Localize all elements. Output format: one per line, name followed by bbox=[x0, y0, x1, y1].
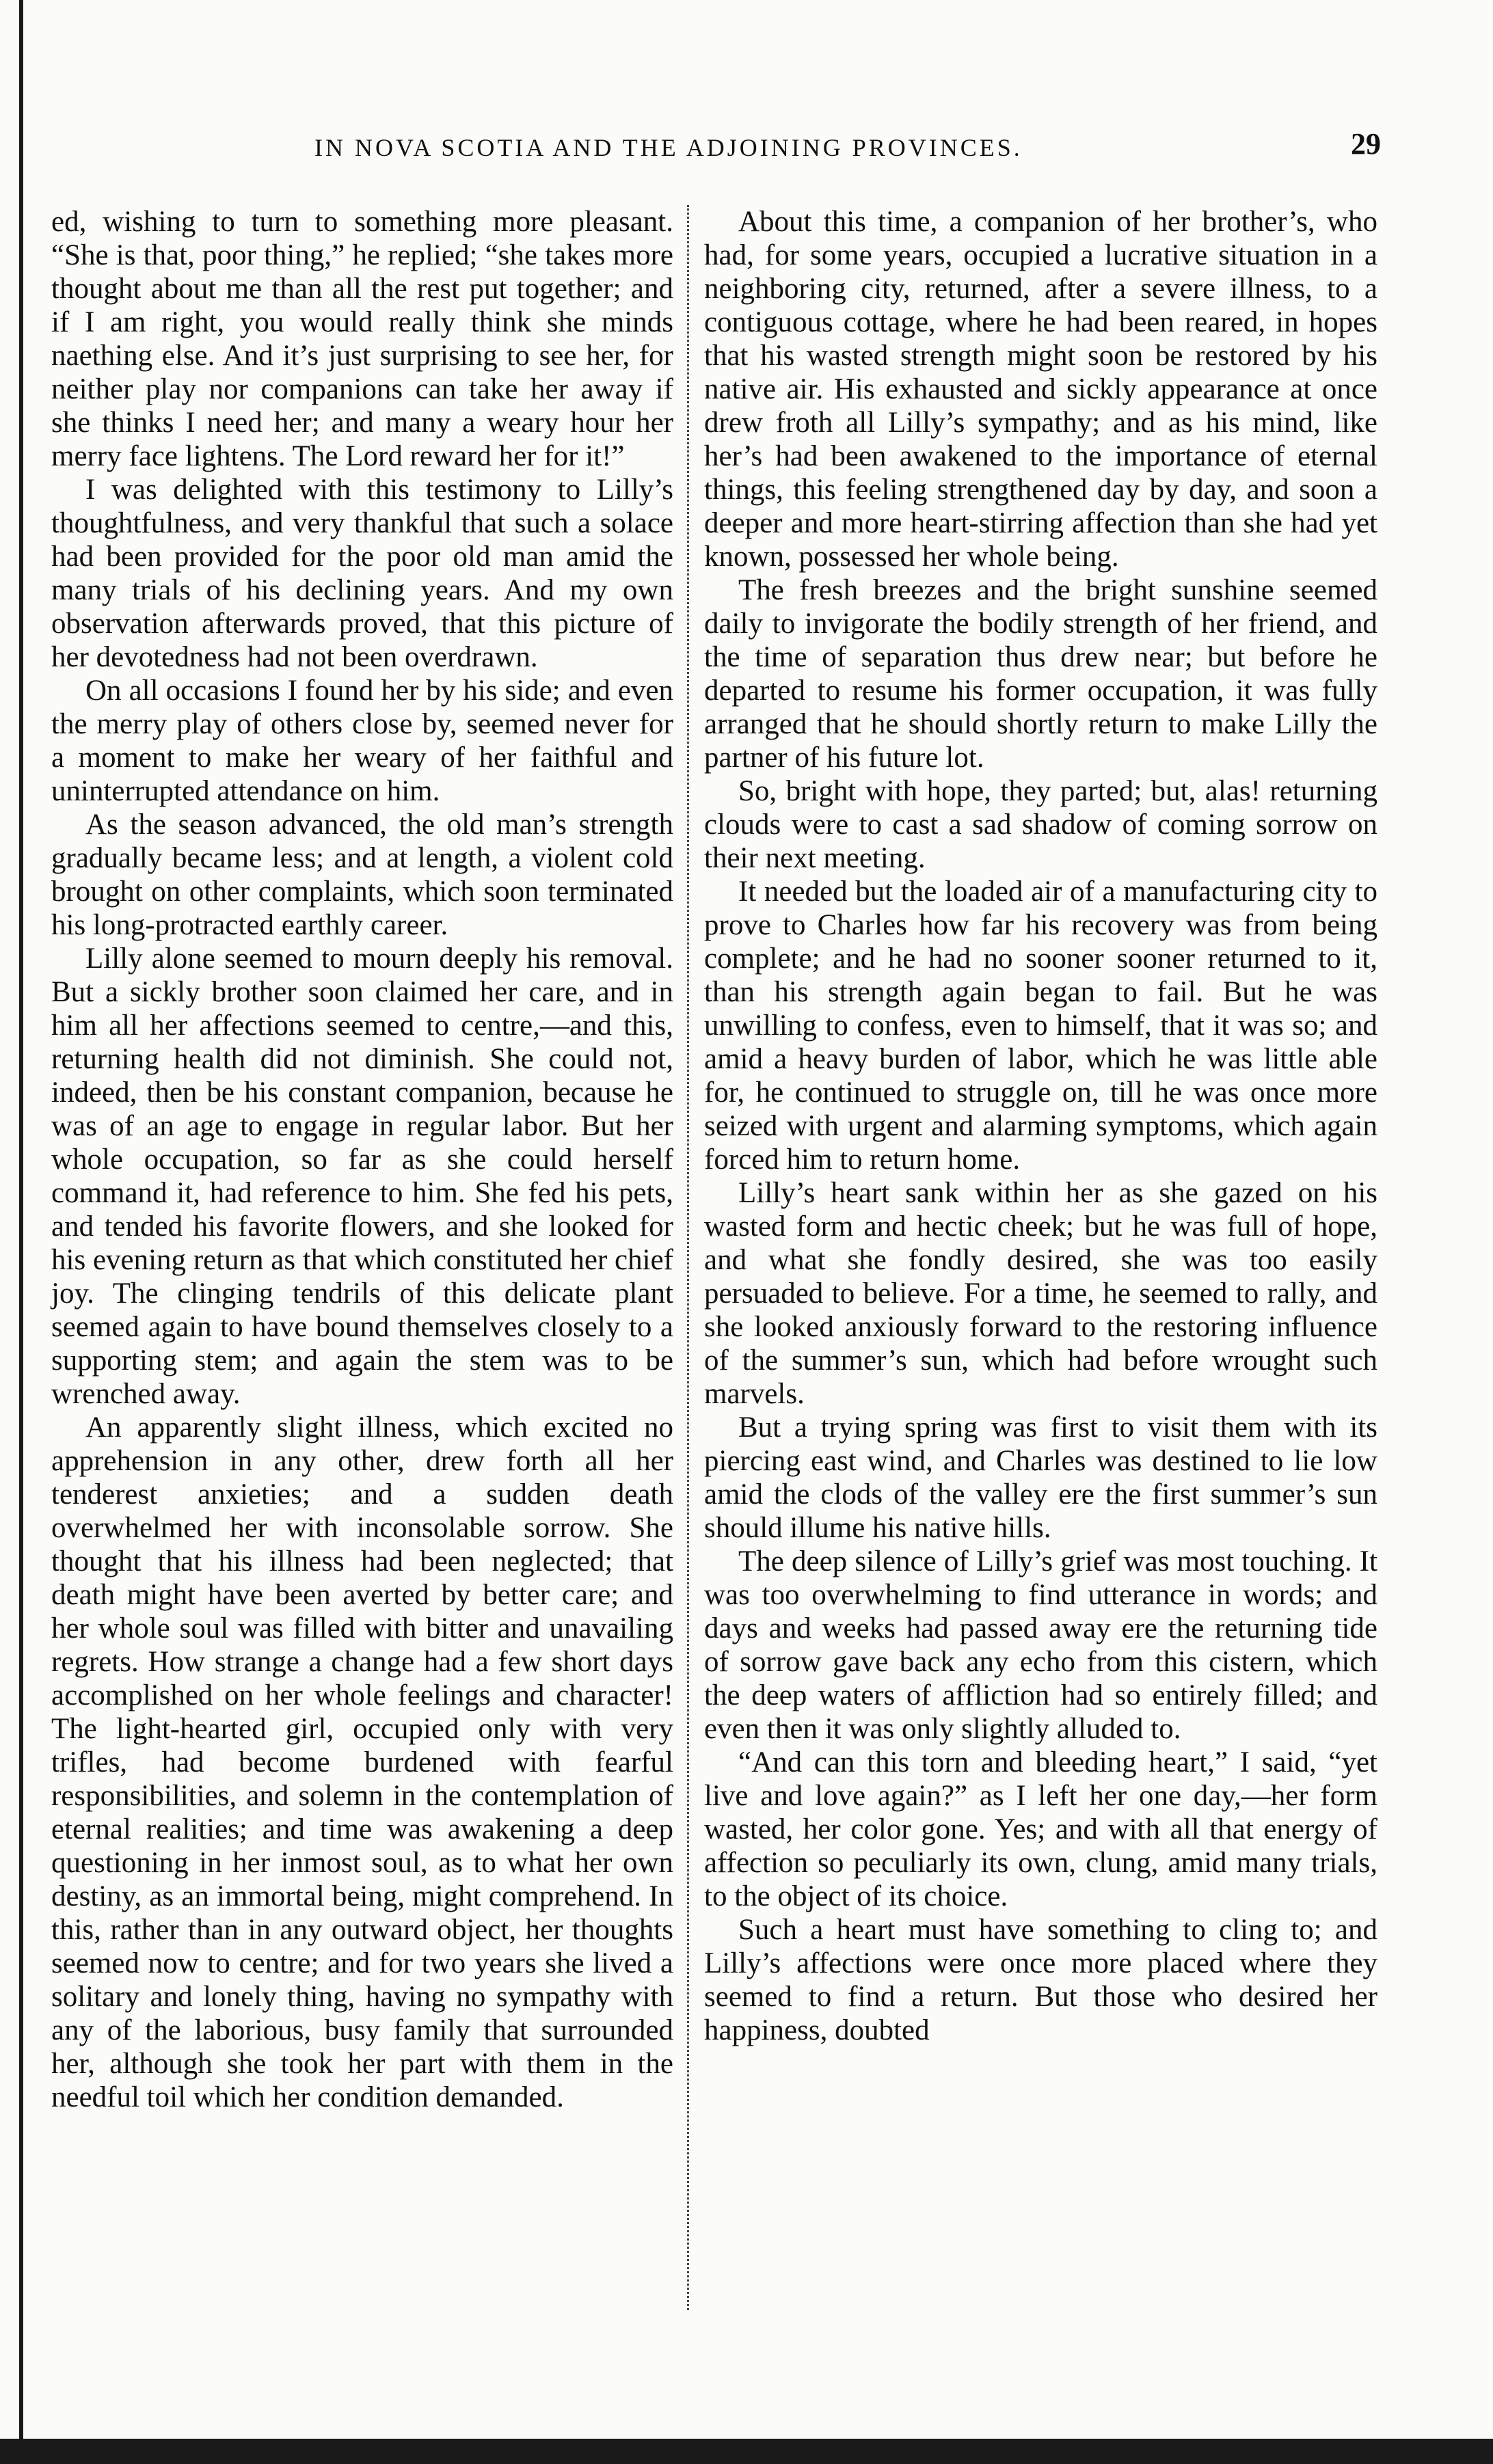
running-head: IN NOVA SCOTIA AND THE ADJOINING PROVINCES. bbox=[314, 134, 1023, 161]
scan-bottom-edge bbox=[0, 2439, 1493, 2464]
paragraph: Such a heart must have something to cling to; and Lilly’s affections were once more placed where they seemed to find a return. But those who desired her happiness, doubted bbox=[704, 1914, 1377, 2046]
paragraph: I was delighted with this testimony to Lilly’s thoughtfulness, and very thankful that such a solace had been provided for the poor old man amid the many trials of his declining years. And my own observation afterwards proved, that this picture of her devotedness had not been overdrawn. bbox=[51, 474, 673, 673]
paragraph: The deep silence of Lilly’s grief was most touching. It was too overwhelming to find utterance in words; and days and weeks had passed away ere the returning tide of sorrow gave back any echo from this cistern, which the deep waters of affliction had so entirely filled; and even then it was only slightly alluded to. bbox=[704, 1545, 1377, 1745]
paragraph: So, bright with hope, they parted; but, alas! returning clouds were to cast a sad shadow of coming sorrow on their next meeting. bbox=[704, 775, 1377, 874]
paragraph: About this time, a companion of her brother’s, who had, for some years, occupied a lucrative situation in a neighboring city, returned, after a severe illness, to a contiguous cottage, where he had been reared, in hopes that his wasted strength might soon be restored by his native air. His exhausted and sickly appearance at once drew froth all Lilly’s sympathy; and as his mind, like her’s had been awakened to the importance of eternal things, this feeling strengthened day by day, and soon a deeper and more heart-stirring affection than she had yet known, possessed her whole being. bbox=[704, 206, 1377, 573]
paragraph: It needed but the loaded air of a manufacturing city to prove to Charles how far his recovery was from being complete; and he had no sooner sooner returned to it, than his strength again began to fail. But he was unwilling to confess, even to himself, that it was so; and amid a heavy burden of labor, which he was little able for, he continued to struggle on, till he was once more seized with urgent and alarming symptoms, which again forced him to return home. bbox=[704, 876, 1377, 1176]
right-column bbox=[704, 205, 1377, 2047]
page-header bbox=[314, 126, 1381, 174]
paragraph: Lilly alone seemed to mourn deeply his removal. But a sickly brother soon claimed her care, and in him all her affections seemed to centre,—and this, returning health did not diminish. She could not, indeed, then be his constant companion, because he was of an age to engage in regular labor. But her whole occupation, so far as she could herself command it, had reference to him. She fed his pets, and tended his favorite flowers, and she looked for his evening return as that which constituted her chief joy. The clinging tendrils of this delicate plant seemed again to have bound themselves closely to a supporting stem; and again the stem was to be wrenched away. bbox=[51, 943, 673, 1410]
paragraph: ed, wishing to turn to something more pleasant. “She is that, poor thing,” he replied; “she takes more thought about me than all the rest put together; and if I am right, you would really think she minds naething else. And it’s just surprising to see her, for neither play nor companions can take her away if she thinks I need her; and many a weary hour her merry face lightens. The Lord reward her for it!” bbox=[51, 206, 673, 472]
paragraph: As the season advanced, the old man’s strength gradually became less; and at length, a violent cold brought on other complaints, which soon terminated his long-protracted earthly career. bbox=[51, 809, 673, 941]
paragraph: The fresh breezes and the bright sunshine seemed daily to invigorate the bodily strength of her friend, and the time of separation thus drew near; but before he departed to resume his former occupation, it was fully arranged that he should shortly return to make Lilly the partner of his future lot. bbox=[704, 574, 1377, 774]
column-divider bbox=[687, 205, 689, 2310]
scan-left-edge bbox=[19, 0, 23, 2464]
paragraph: On all occasions I found her by his side; and even the merry play of others close by, seemed never for a moment to make her weary of her faithful and uninterrupted attendance on him. bbox=[51, 675, 673, 807]
paragraph: Lilly’s heart sank within her as she gazed on his wasted form and hectic cheek; but he was full of hope, and what she fondly desired, she was too easily persuaded to believe. For a time, he seemed to rally, and she looked anxiously forward to the restoring influence of the summer’s sun, which had before wrought such marvels. bbox=[704, 1177, 1377, 1410]
paragraph: “And can this torn and bleeding heart,” I said, “yet live and love again?” as I left her one day,—her form wasted, her color gone. Yes; and with all that energy of affection so peculiarly its own, clung, amid many trials, to the object of its choice. bbox=[704, 1746, 1377, 1912]
page-number: 29 bbox=[1351, 127, 1381, 161]
left-column bbox=[51, 205, 673, 2114]
paragraph: An apparently slight illness, which excited no apprehension in any other, drew forth all her tenderest anxieties; and a sudden death overwhelmed her with inconsolable sorrow. She thought that his illness had been neglected; that death might have been averted by better care; and her whole soul was filled with bitter and unavailing regrets. How strange a change had a few short days accomplished on her whole feelings and character! The light-hearted girl, occupied only with very trifles, had become burdened with fearful responsibilities, and solemn in the contemplation of eternal realities; and time was awakening a deep questioning in her inmost soul, as to what her own destiny, as an immortal being, might comprehend. In this, rather than in any outward object, her thoughts seemed now to centre; and for two years she lived a solitary and lonely thing, having no sympathy with any of the laborious, busy family that surrounded her, although she took her part with them in the needful toil which her condition demanded. bbox=[51, 1411, 673, 2113]
paragraph: But a trying spring was first to visit them with its piercing east wind, and Charles was destined to lie low amid the clods of the valley ere the first summer’s sun should illume his native hills. bbox=[704, 1411, 1377, 1544]
